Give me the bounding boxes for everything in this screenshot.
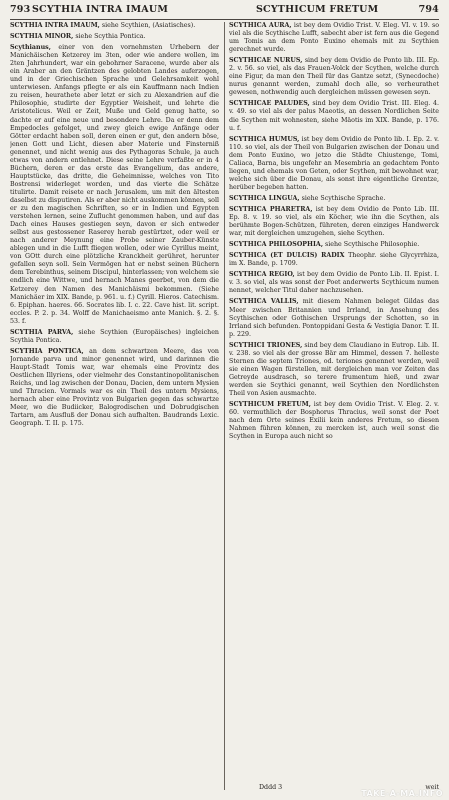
dictionary-entry [229, 206, 439, 238]
entry-text: an dem schwartzen Meere, das von Jornande parva und minor genennet wird, und darinnen die Haupt-Stadt Tomis war, war ehemals eine Provintz des Oestlichen Illyriens, oder vielmehr des Constantinopolitanischen Reichs, und lag zwischen der Donau, Dacien, dem untern Mysien und Thracien. Vormals war es ein Theil des untern Mysiens, hernach aber eine Provintz von Bulgarien gegen das schwartze Meer, wo die Budiicker, Balogrodischen und Dobrudgischen Tartarn, am Ausfluß der Donau sich aufhalten. Baudrands Lexic. Geograph. T. II. p. 175. [10, 347, 219, 428]
entry-text: ist bey dem Ovidio Trist. V. Eleg. VI. v. 19. so viel als die Scythische Lufft, sabecht aber ist fern aus die Gegend um Tomis an dem Ponto Euxino ehemals mit zu Scythien gerechnet wurde. [229, 22, 439, 54]
dictionary-entry [10, 44, 219, 326]
entry-headword: SCYTHICI TRIONES, [229, 341, 303, 349]
page-number-right: 794 [418, 4, 439, 15]
running-title-right: SCYTHICUM FRETUM [256, 4, 379, 15]
column-divider [224, 22, 225, 790]
left-column [10, 22, 219, 784]
dictionary-entry [229, 57, 439, 97]
entry-headword: SCYTHICA HUMUS, [229, 135, 300, 143]
dictionary-entry [229, 22, 439, 54]
dictionary-entry [229, 195, 439, 203]
entry-headword: SCYTHICAE PALUDES, [229, 100, 310, 108]
signature-mark: Dddd 3 [259, 784, 283, 791]
running-header [10, 4, 439, 18]
entry-headword: Scythianus, [10, 44, 51, 52]
entry-headword: SCYTHICA REGIO, [229, 271, 295, 279]
dictionary-entry [10, 22, 219, 30]
dictionary-entry [229, 271, 439, 295]
entry-text: siehe Scythia Pontica. [75, 33, 146, 41]
dictionary-entry [10, 329, 219, 345]
header-rule [10, 19, 439, 20]
catchword: weit [425, 784, 439, 791]
entry-text: sind bey dem Claudiano in Eutrop. Lib. II. v. 238. so viel als der grosse Bär am Himmel, dessen 7. helleste Sternen die septem Triones, od. teriones genennet werden, weil sie einen Wagen fürstellen, mit dergleichen man vor Zeiten das Getreyde ausdrasch, so terere frumentum hieß, und zwar werden sie Scythici genannt, weil Scythien den Nordlichsten Theil von Asien ausmachte. [229, 341, 439, 397]
entry-headword: SCYTHICA AURA, [229, 22, 292, 29]
entry-headword: SCYTHIA INTRA IMAUM, [10, 22, 100, 29]
entry-text: mit diesem Nahmen beleget Gildas das Meer zwischen Britannien und Irrland, in Ansehung des Scythischen oder Gothischen Ursprungs der Schotten, so in Irrland sich befunden. Pontoppidani Gesta & Vestigia Danor. T. II. p. 229. [229, 298, 439, 338]
entry-headword: SCYTHICA LINGUA, [229, 194, 300, 202]
entry-text: ist bey dem Ovidio de Ponto lib. I. Ep. 2. v. 110. so viel, als der Theil von Bulgarien zwischen der Donau und dem Ponto Euxino, wo jetzo die Städte Chiustenge, Tomi, Caliaca, Barna, bis ungefehr an Mesembria an gedachtem Ponto liegen, und ehemals von Geten, oder Scythen, mit bewohnet war, welche sich über die Donau, als sonst ihre eigentliche Grentze, herüber begeben hatten. [229, 135, 439, 191]
entry-text: sind bey dem Ovidio Trist. III. Eleg. 4. v. 49. so viel als der palus Maeotis, an dessen Nordlichen Seite die Scythen mit wohnesten, siehe Mäotis im XIX. Bande, p. 176. u. f. [229, 100, 439, 132]
dictionary-entry [229, 342, 439, 398]
dictionary-entry [10, 348, 219, 428]
entry-text: sind bey dem Ovidio de Ponto lib. III. Ep. 2. v. 56. so viel, als das Frauen-Volck der Scythen, welche durch eine Figur, da man den Theil für das Gantze setzt, (Synecdoche) nurus genannt werden, zumahl doch alle, so verheurathet gewesen, nothwendig auch dergleichen müssen gewesen seyn. [229, 57, 439, 97]
entry-text: siehe Scythien (Europäisches) ingleichen Scythia Pontica. [10, 328, 219, 344]
entry-headword: SCYTHICAE NURUS, [229, 57, 303, 65]
entry-headword: SCYTHICA PHARETRA, [229, 205, 313, 213]
entry-text: siehe Scythische Philosophie. [325, 241, 420, 249]
entry-headword: SCYTHICA (ET DULCIS) RADIX [229, 252, 345, 260]
dictionary-entry [229, 298, 439, 338]
entry-headword: SCYTHIA MINOR, [10, 33, 74, 41]
entry-text: ist bey dem Ovidio de Ponto Lib. III. Ep. 8. v. 19. so viel, als ein Köcher, wie ihn die Scythen, als berühmte Bogen-Schützen, führeten, deren einziges Handwerck war, mit dergleichen umzugehen, siehe Scythen. [229, 205, 439, 238]
entry-text: Theophr. siehe Glycyrrhiza, im X. Bande, p. 1709. [229, 252, 439, 268]
dictionary-entry [229, 401, 439, 441]
entry-headword: SCYTHICA PHILOSOPHIA, [229, 241, 324, 249]
entry-text: ist bey dem Ovidio de Ponto Lib. II. Epist. I. v. 3. so viel, als was sonst der Poet anderwerts Scythicum numen nennet, welcher Titul daher nachzusehen. [229, 271, 439, 295]
right-column [229, 22, 439, 784]
page-number-left: 793 [10, 4, 31, 15]
dictionary-entry [229, 252, 439, 268]
entry-headword: SCYTHIA PARVA, [10, 328, 74, 336]
dictionary-entry [229, 100, 439, 132]
dictionary-entry [229, 136, 439, 192]
watermark: TAKE-A-MA.INFO [361, 789, 443, 798]
dictionary-entry [229, 241, 439, 249]
entry-headword: SCYTHICUM FRETUM, [229, 401, 311, 409]
entry-text: ist bey dem Ovidio Trist. V. Eleg. 2. v. 60. vermuthlich der Bosphorus Thracius, weil sonst der Poet nach dem Orte seines Exilii kein anderes Fretum, so diesen Nahmen führen können, zu mercken ist, auch weil sonst die Scythen in Europa auch nicht so [229, 401, 439, 441]
entry-headword: SCYTHICA VALLIS, [229, 298, 299, 306]
running-title-left: SCYTHIA INTRA IMAUM [32, 4, 169, 15]
entry-headword: SCYTHIA PONTICA, [10, 347, 84, 355]
entry-text: siehe Scythien, (Asiatisches). [101, 22, 196, 29]
dictionary-entry [10, 33, 219, 41]
entry-text: einer von den vornehmsten Urhebern der Manichäischen Ketzerey im 3ten, oder wie andere wollen, im 2ten Jahrhundert, war ein gebohrner Saracene, wurde aber als ein Araber an den Gräntzen des gelobten Landes auferzogen, und in der Griechischen Sprache und Gelehrsamkeit wohl unterwiesen. Anfangs pflegte er als ein Kauffmann nach Indien zu reisen, heurathete aber letzt er sich zu Alexandrien auf die Philosophie, studirte der Egyptier Weisheit, und lehrte die Aristotelicus. Weil er Zeit, Muße und Geld genug hatte, so dachte er auf eine neue und besondere Lehre. Da er denn dem Empedocles gefolget, und zwey gleich ewige Anfänge oder Götter erdacht haben soll, deren einen er gut, den andern böse, jenen Gott und Licht, diesen aber Materie und Finsterniß genennet, und nicht wenig aus des Pythagoras Schule, ja auch etwas von andern entlehnet. Diese seine Lehre verfaßte er in 4 Büchern, deren er das erste das Evangelium, das andere, Hauptstücke, das dritte, die Geheimnisse, welches von Tito Bostrensi widerleget worden, und das vierte die Schätze titulirte. Damit reisete er nach Jerusalem, um mit den ältesten daselbst zu disputiren. Als er aber nicht auskommen können, soll er zu den magischen Schriften, so er in Indien und Egypten verstehen lernen, seine Zuflucht genommen haben, und auf das Dach eines Hauses gestiegen seyn, davon er sich entweder selbst aus gestossener Raserey herab gestürtzet, oder weil er nach anderer Meynung eine Probe seiner Zauber-Künste ablegen und in die Lufft fliegen wollen, oder wie Cyrillus meint, von GOtt durch eine plötzliche Kranckheit gerühret, herunter gefallen seyn soll. Sein Vermögen hat er nebst seinen Büchern dem Terebinthus, seinem Discipul, hinterlassen; von welchem sie endlich eine Wittwe, und hernach Manes geerbet, von dem die Ketzerey den Namen des Manichäismi bekommen. (Siehe Manichäer im XIX. Bande, p. 961. u. f.) Cyrill. Hieros. Catechism. 6. Epiphan. haeres. 66. Socrates lib. I. c. 22. Cave hist. lit. script. eccles. P. 2. p. 34. Wolff de Manichaeismo ante Manich. §. 2. §. 53. f. [10, 44, 219, 325]
entry-text: siehe Scythische Sprache. [301, 194, 386, 202]
